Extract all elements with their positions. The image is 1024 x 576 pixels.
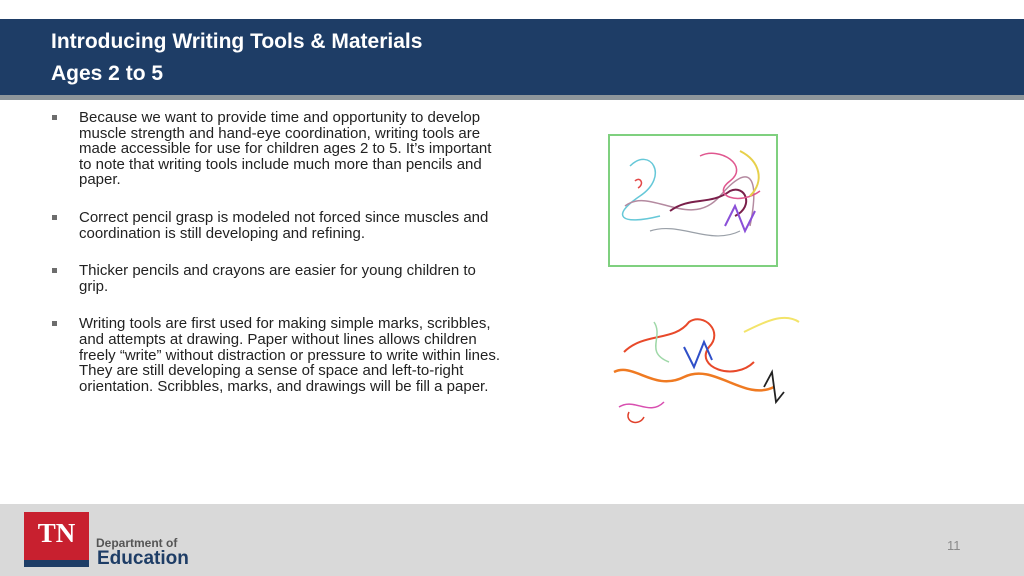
bullet-item [48,316,508,394]
tn-logo [24,512,89,567]
scribble-drawing-image-2 [594,292,800,442]
bullet-item [48,110,508,188]
tn-logo-text: TN [37,518,76,548]
scribble-drawing-image [608,134,778,267]
tn-logo-stripe [24,560,89,567]
bullet-text: Writing tools are first used for making simple marks, scribbles, and attempts at drawing. Paper without lines allows children freely “write” without distraction or pressure to write within lines. They are still developing a sense of space and left-to-right orientation. Scribbles, marks, and drawings will be fill a paper. [79,315,500,395]
education-label: Education [97,548,189,569]
scribble-drawing-art [610,136,776,265]
bullet-text: Thicker pencils and crayons are easier for young children to grip. [79,262,476,295]
slide-title: Introducing Writing Tools & Materials [51,30,423,53]
page-number: 11 [947,538,961,553]
title-divider [0,95,1024,100]
bullet-item [48,210,508,241]
bullet-text: Correct pencil grasp is modeled not forced since muscles and coordination is still developing and refining. [79,208,489,242]
bullet-icon [52,115,57,120]
department-label: Department of [96,536,178,550]
slide-subtitle: Ages 2 to 5 [51,62,164,85]
bullet-list [48,110,508,416]
bullet-icon [52,268,57,273]
bullet-text: Because we want to provide time and opportunity to develop muscle strength and hand-eye coordination, writing tools are made accessible for use for children ages 2 to 5. It’s important to note that writing tools include much more than pencils and paper. [79,109,492,189]
bullet-icon [52,215,57,220]
scribble-drawing-art-2 [594,292,800,442]
bullet-item [48,263,508,294]
bullet-icon [52,321,57,326]
